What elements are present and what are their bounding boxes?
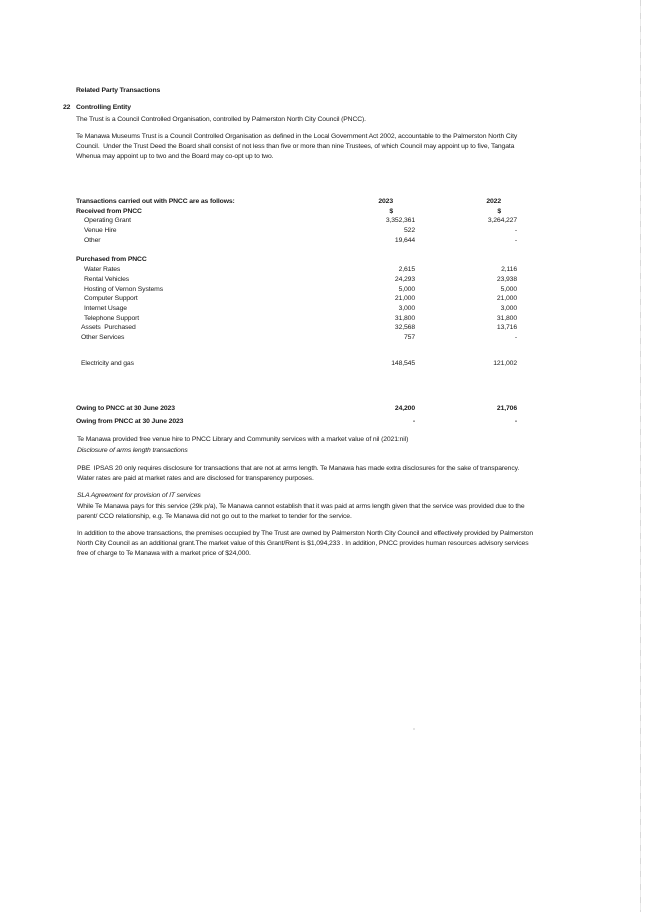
table-row [76, 197, 517, 207]
value-2022: 121,002 [493, 359, 517, 367]
pncc-transactions-table [76, 197, 517, 430]
row-label: Hosting of Vernon Systems [84, 285, 163, 293]
section-heading [63, 104, 131, 111]
row-label: Water Rates [84, 266, 121, 274]
value-2022: 5,000 [500, 285, 517, 293]
value-2022: 21,706 [496, 405, 517, 413]
trust-paragraph: Te Manawa Museums Trust is a Council Controlled Organisation as defined in the Local Government Act 2002, accountable to the Palmerston North City Council. Under the Trust Deed the Board shall consist of not less than five or more than nine Trustees, of which Council may appoint up to five, Tangata Whenua may appoint up to two and the Board may co-opt up to two. [76, 133, 519, 160]
row-label: Owing to PNCC at 30 June 2023 [76, 405, 175, 413]
value-2023: 24,200 [394, 405, 415, 413]
table-row [76, 236, 517, 246]
value-2023: 24,293 [394, 275, 415, 283]
pbe-paragraph: PBE IPSAS 20 only requires disclosure for transactions that are not at arms length. Te Manawa has made extra disclosures for the sake of transparency. Water rates are paid at market rates and are disclosed for transparency purposes. [77, 465, 521, 482]
value-2023: 19,644 [394, 236, 415, 244]
value-2023: 757 [404, 333, 415, 341]
value-2022: 3,264,227 [487, 217, 517, 225]
row-label: Received from PNCC [76, 207, 142, 215]
row-label: Other [84, 236, 101, 244]
value-2022: $ [497, 207, 501, 215]
row-label: Telephone Support [84, 314, 140, 322]
table-row [76, 216, 517, 226]
value-2022: 13,716 [496, 324, 517, 332]
disclosure-heading: Disclosure of arms length transactions [77, 447, 188, 454]
table-row [76, 226, 517, 236]
table-row [76, 417, 517, 430]
value-2022: 23,938 [496, 275, 517, 283]
row-label: Computer Support [84, 295, 138, 303]
value-2023: 3,000 [398, 304, 415, 312]
page-title: Related Party Transactions [76, 87, 161, 94]
table-row [76, 314, 517, 324]
table-row [76, 304, 517, 314]
row-label: Venue Hire [84, 227, 117, 235]
sla-heading: SLA Agreement for provision of IT services [77, 492, 201, 499]
value-2023: 2,615 [398, 266, 415, 274]
sla-paragraph: While Te Manawa pays for this service (29k p/a), Te Manawa cannot establish that it was paid at arms length given that the service was provided due to the parent/ CCO relationship, e.g. Te Manawa did not go out to the market to tender for the service. [77, 503, 525, 520]
row-label: Transactions carried out with PNCC are as follows: [76, 198, 235, 205]
value-2022: - [514, 333, 517, 341]
value-2022: 3,000 [500, 304, 517, 312]
table-row [76, 404, 517, 417]
value-2022: - [514, 418, 517, 426]
row-label: Purchased from PNCC [76, 256, 147, 264]
value-2023: 31,800 [394, 314, 415, 322]
row-label: Other Services [81, 333, 125, 341]
venue-hire-note: Te Manawa provided free venue hire to PNCC Library and Community services with a market value of nil (2021:nil) [77, 436, 409, 443]
row-label: Internet Usage [84, 304, 127, 312]
premises-paragraph: In addition to the above transactions, the premises occupied by The Trust are owned by Palmerston North City Council and effectively provided by Palmerston North City Council as an additional grant.The market value of this Grant/Rent is $1,094,233 . In addition, PNCC provides human resources advisory services free of charge to Te Manawa with a market price of $24,000. [77, 530, 534, 557]
value-2023: 21,000 [394, 295, 415, 303]
value-2022: - [514, 227, 517, 235]
table-row [76, 275, 517, 285]
scan-speck [413, 728, 415, 730]
table-row [76, 285, 517, 295]
row-label: Owing from PNCC at 30 June 2023 [76, 418, 184, 426]
table-row [76, 207, 517, 217]
value-2022: 2,116 [501, 266, 517, 274]
row-label: Electricity and gas [81, 359, 134, 367]
value-2022: 31,800 [496, 314, 517, 322]
row-label: Assets Purchased [81, 324, 136, 332]
row-label: Rental Vehicles [84, 275, 130, 283]
value-2023: - [412, 418, 415, 426]
table-row [76, 323, 517, 333]
section-title: Controlling Entity [76, 104, 131, 111]
row-label: Operating Grant [84, 217, 131, 225]
table-row [76, 333, 517, 343]
scan-edge-artifact [640, 0, 641, 912]
value-2023: $ [389, 207, 393, 215]
table-row [76, 255, 517, 265]
section-number: 22 [63, 104, 71, 111]
value-2023: 522 [404, 227, 415, 235]
value-2022: - [514, 236, 517, 244]
value-2023: 148,545 [391, 359, 415, 367]
value-2023: 3,352,361 [385, 217, 415, 225]
intro-paragraph: The Trust is a Council Controlled Organisation, controlled by Palmerston North City Council (PNCC). [76, 116, 366, 123]
value-2023: 2023 [378, 198, 393, 205]
value-2022: 2022 [486, 198, 501, 205]
table-row [76, 359, 517, 369]
table-row [76, 265, 517, 275]
value-2022: 21,000 [496, 295, 517, 303]
value-2023: 5,000 [398, 285, 415, 293]
value-2023: 32,568 [394, 324, 415, 332]
table-row [76, 294, 517, 304]
